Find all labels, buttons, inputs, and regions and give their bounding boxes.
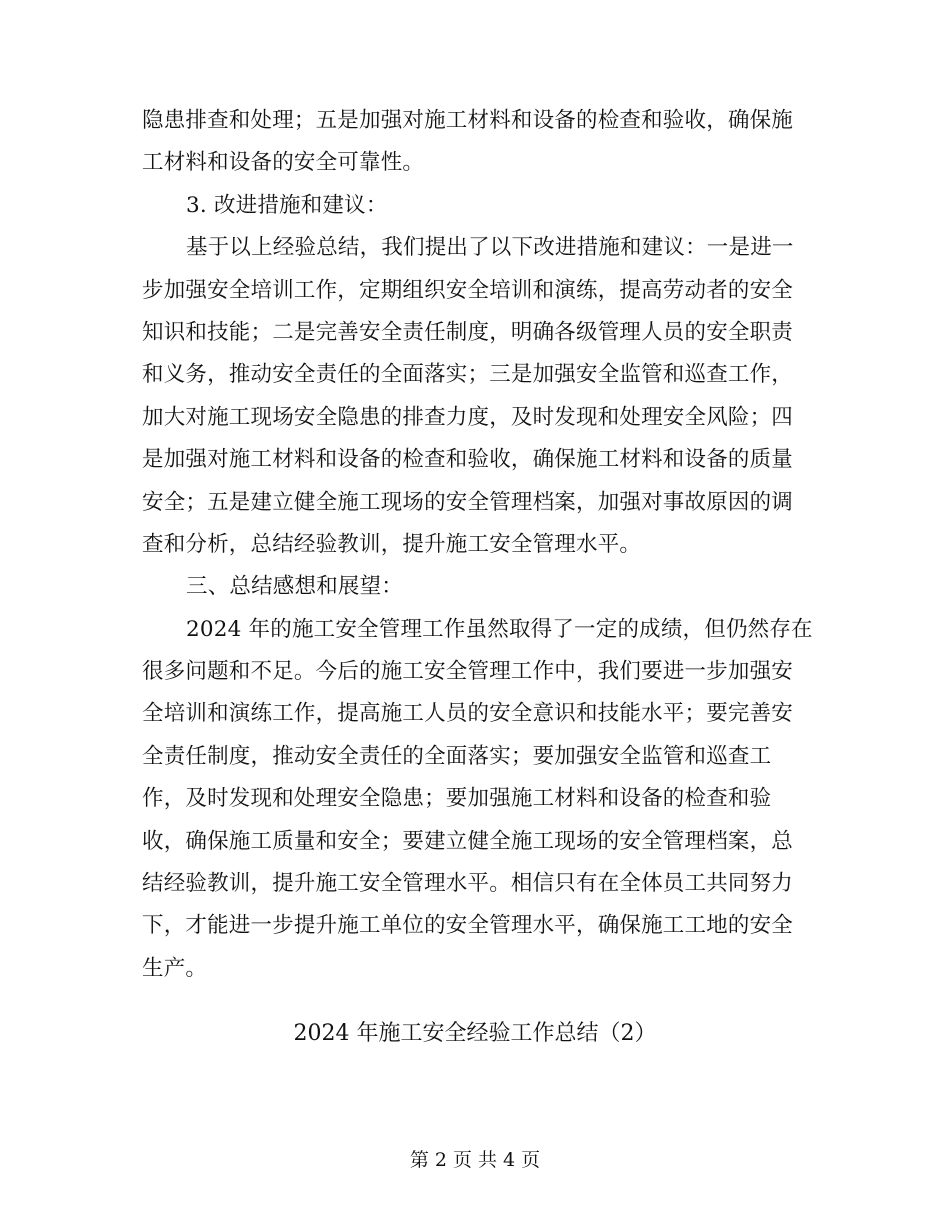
text-line: 生产。: [142, 955, 208, 981]
text-line: 很多问题和不足。今后的施工安全管理工作中，我们要进一步加强安: [142, 659, 794, 685]
text-line: 收，确保施工质量和安全；要建立健全施工现场的安全管理档案，总: [142, 828, 794, 854]
text-line: 结经验教训，提升施工安全管理水平。相信只有在全体员工共同努力: [142, 871, 794, 897]
text-line: 是加强对施工材料和设备的检查和验收，确保施工材料和设备的质量: [142, 447, 794, 473]
text-line: 全责任制度，推动安全责任的全面落实；要加强安全监管和巡查工: [142, 743, 772, 769]
text-line: 步加强安全培训工作，定期组织安全培训和演练，提高劳动者的安全: [142, 277, 794, 303]
text-line: 2024 年的施工安全管理工作虽然取得了一定的成绩，但仍然存在: [186, 616, 813, 642]
text-line: 加大对施工现场安全隐患的排查力度，及时发现和处理安全风险；四: [142, 404, 794, 430]
text-line: 工材料和设备的安全可靠性。: [142, 150, 425, 176]
text-line: 知识和技能；二是完善安全责任制度，明确各级管理人员的安全职责: [142, 319, 794, 345]
subsection-heading: 3. 改进措施和建议：: [186, 192, 388, 218]
text-line: 和义务，推动安全责任的全面落实；三是加强安全监管和巡查工作，: [142, 362, 794, 388]
text-line: 隐患排查和处理；五是加强对施工材料和设备的检查和验收，确保施: [142, 108, 794, 133]
text-line: 查和分析，总结经验教训，提升施工安全管理水平。: [142, 531, 642, 557]
page-footer: 第 2 页 共 4 页: [409, 1149, 541, 1171]
text-line: 基于以上经验总结，我们提出了以下改进措施和建议：一是进一: [186, 235, 794, 261]
text-line: 下，才能进一步提升施工单位的安全管理水平，确保施工工地的安全: [142, 913, 794, 939]
section-heading: 三、总结感想和展望：: [186, 574, 404, 600]
text-line: 安全；五是建立健全施工现场的安全管理档案，加强对事故原因的调: [142, 489, 794, 515]
text-line: 全培训和演练工作，提高施工人员的安全意识和技能水平；要完善安: [142, 701, 794, 727]
text-line: 作，及时发现和处理安全隐患；要加强施工材料和设备的检查和验: [142, 786, 772, 812]
body-text: [142, 100, 813, 990]
next-section-title: 2024 年施工安全经验工作总结（2）: [293, 1021, 657, 1046]
